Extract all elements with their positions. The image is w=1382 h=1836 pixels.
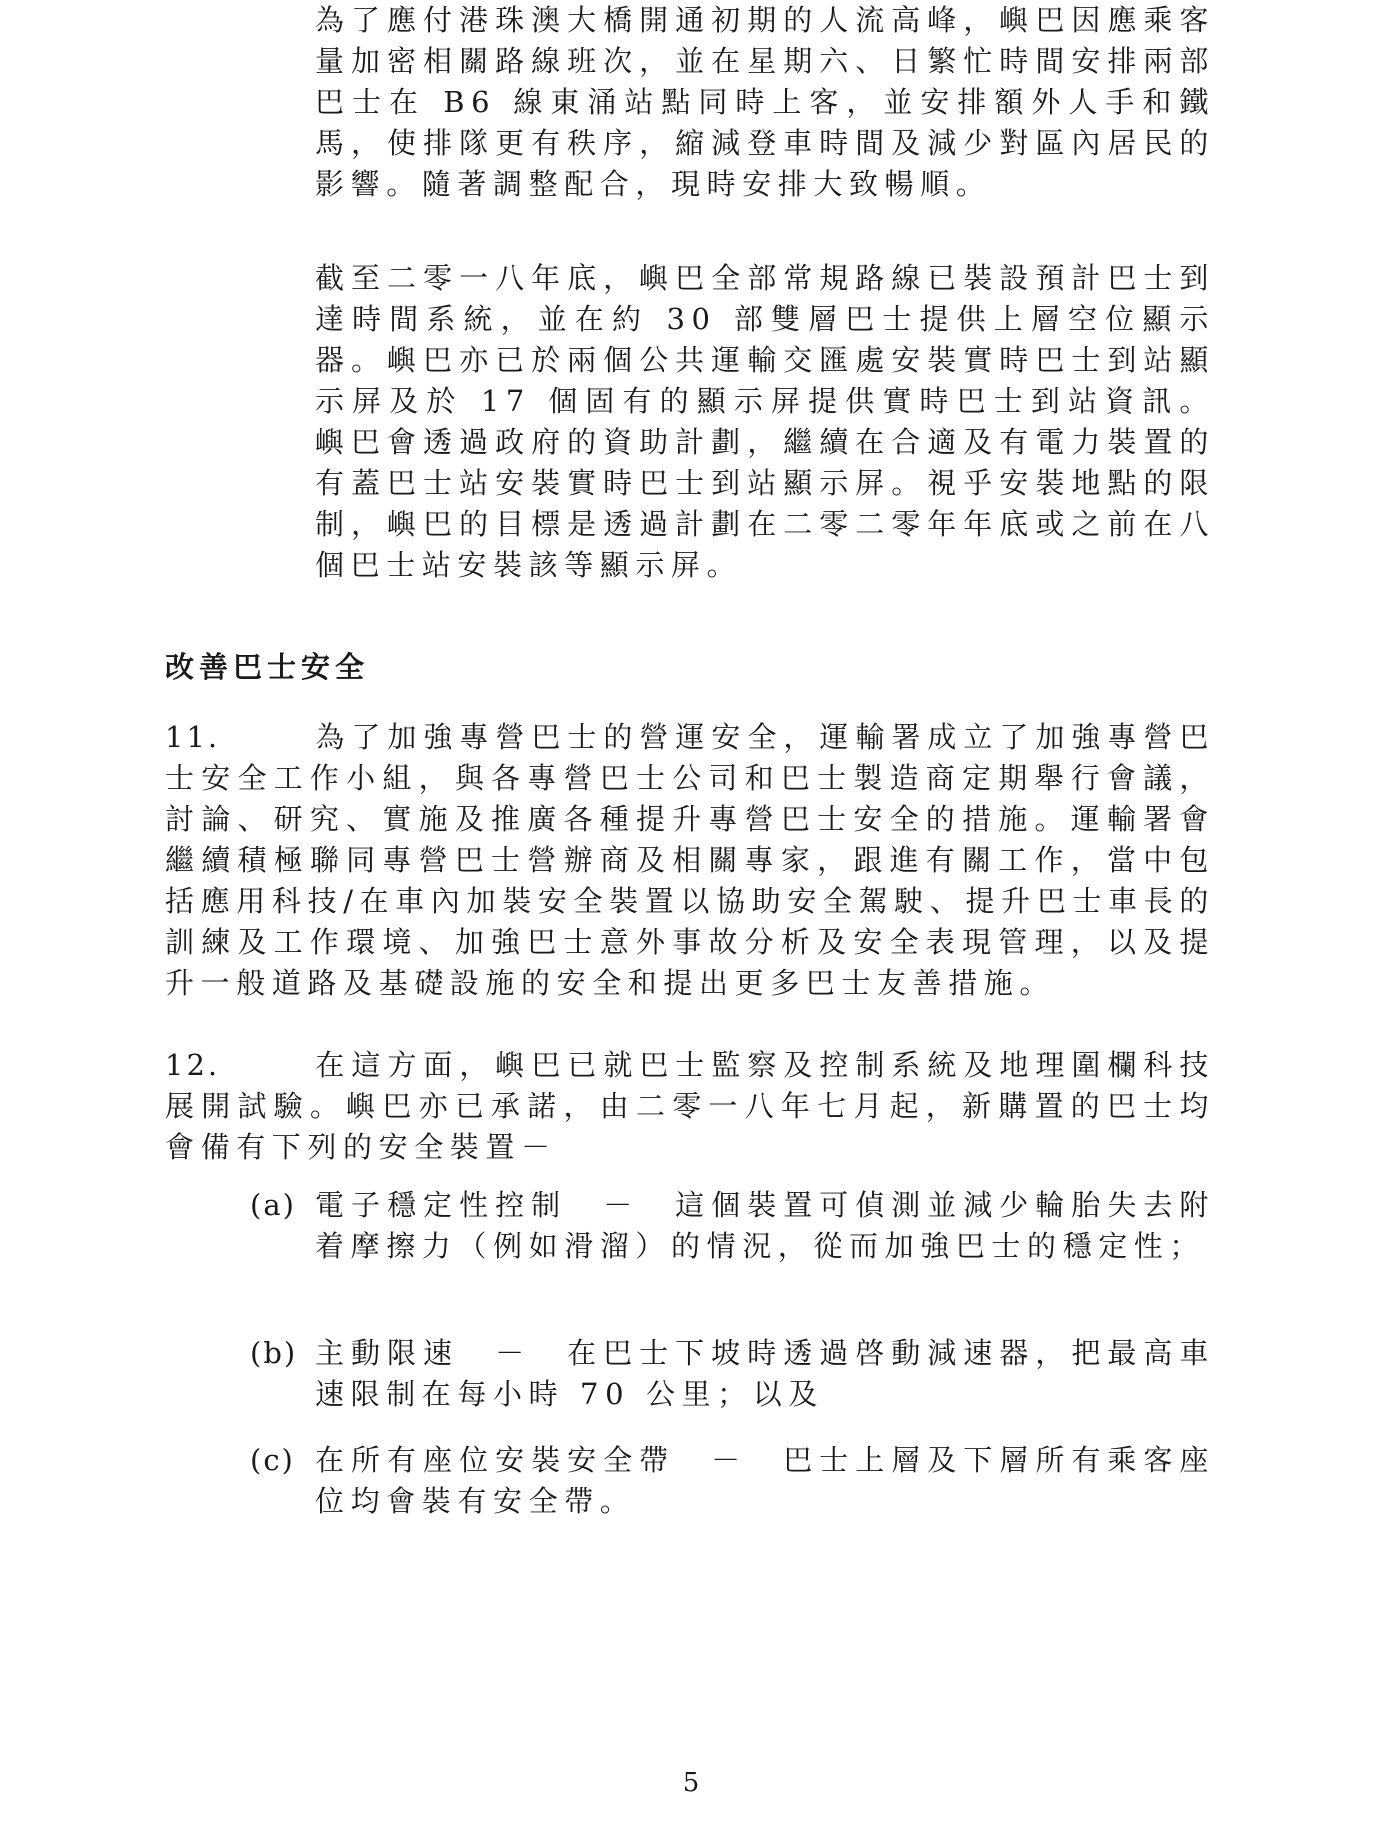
item-label: (a) (250, 1188, 296, 1222)
numbered-paragraph-11 (165, 717, 1215, 1004)
item-label: (b) (250, 1336, 298, 1370)
section-heading: 改善巴士安全 (165, 650, 370, 684)
page-number: 5 (682, 1768, 700, 1798)
paragraph-number: 11. (165, 720, 221, 754)
paragraph-text: 為了加強專營巴士的營運安全，運輸署成立了加強專營巴士安全工作小組，與各專營巴士公司和巴士製造商定期舉行會議，討論、研究、實施及推廣各種提升專營巴士安全的措施。運輸署會繼續積極聯同專營巴士營辦商及相關專家，跟進有關工作，當中包括應用科技/在車內加裝安全裝置以協助安全駕駛、提升巴士車長的訓練及工作環境、加強巴士意外事故分析及安全表現管理，以及提升一般道路及基礎設施的安全和提出更多巴士友善措施。 (165, 720, 1215, 1000)
item-text: 主動限速 － 在巴士下坡時透過啓動減速器，把最高車速限制在每小時 70 公里；以及 (315, 1336, 1215, 1411)
safety-item-c (250, 1440, 1215, 1522)
item-label: (c) (250, 1443, 295, 1477)
item-text: 電子穩定性控制 － 這個裝置可偵測並減少輪胎失去附着摩擦力（例如滑溜）的情況，從而加強巴士的穩定性； (315, 1188, 1215, 1263)
paragraph-number: 12. (165, 1048, 221, 1082)
numbered-paragraph-12 (165, 1045, 1215, 1168)
item-text: 在所有座位安裝安全帶 － 巴士上層及下層所有乘客座位均會裝有安全帶。 (315, 1443, 1215, 1518)
safety-item-b (250, 1333, 1215, 1415)
paragraph-hzmb-crowd-measures: 為了應付港珠澳大橋開通初期的人流高峰，嶼巴因應乘客量加密相關路線班次，並在星期六、日繁忙時間安排兩部巴士在 B6 線東涌站點同時上客，並安排額外人手和鐵馬，使排隊更有秩序，縮減登車時間及減少對區內居民的影響。隨著調整配合，現時安排大致暢順。 (315, 3, 1215, 201)
paragraph-text: 在這方面，嶼巴已就巴士監察及控制系統及地理圍欄科技展開試驗。嶼巴亦已承諾，由二零一八年七月起，新購置的巴士均會備有下列的安全裝置－ (165, 1048, 1215, 1164)
paragraph-eta-display-system: 截至二零一八年底，嶼巴全部常規路線已裝設預計巴士到達時間系統，並在約 30 部雙層巴士提供上層空位顯示器。嶼巴亦已於兩個公共運輸交匯處安裝實時巴士到站顯示屏及於 17 個固有的顯示屏提供實時巴士到站資訊。嶼巴會透過政府的資助計劃，繼續在合適及有電力裝置的有蓋巴士站安裝實時巴士到站顯示屏。視乎安裝地點的限制，嶼巴的目標是透過計劃在二零二零年年底或之前在八個巴士站安裝該等顯示屏。 (315, 261, 1215, 582)
safety-item-a (250, 1185, 1215, 1267)
